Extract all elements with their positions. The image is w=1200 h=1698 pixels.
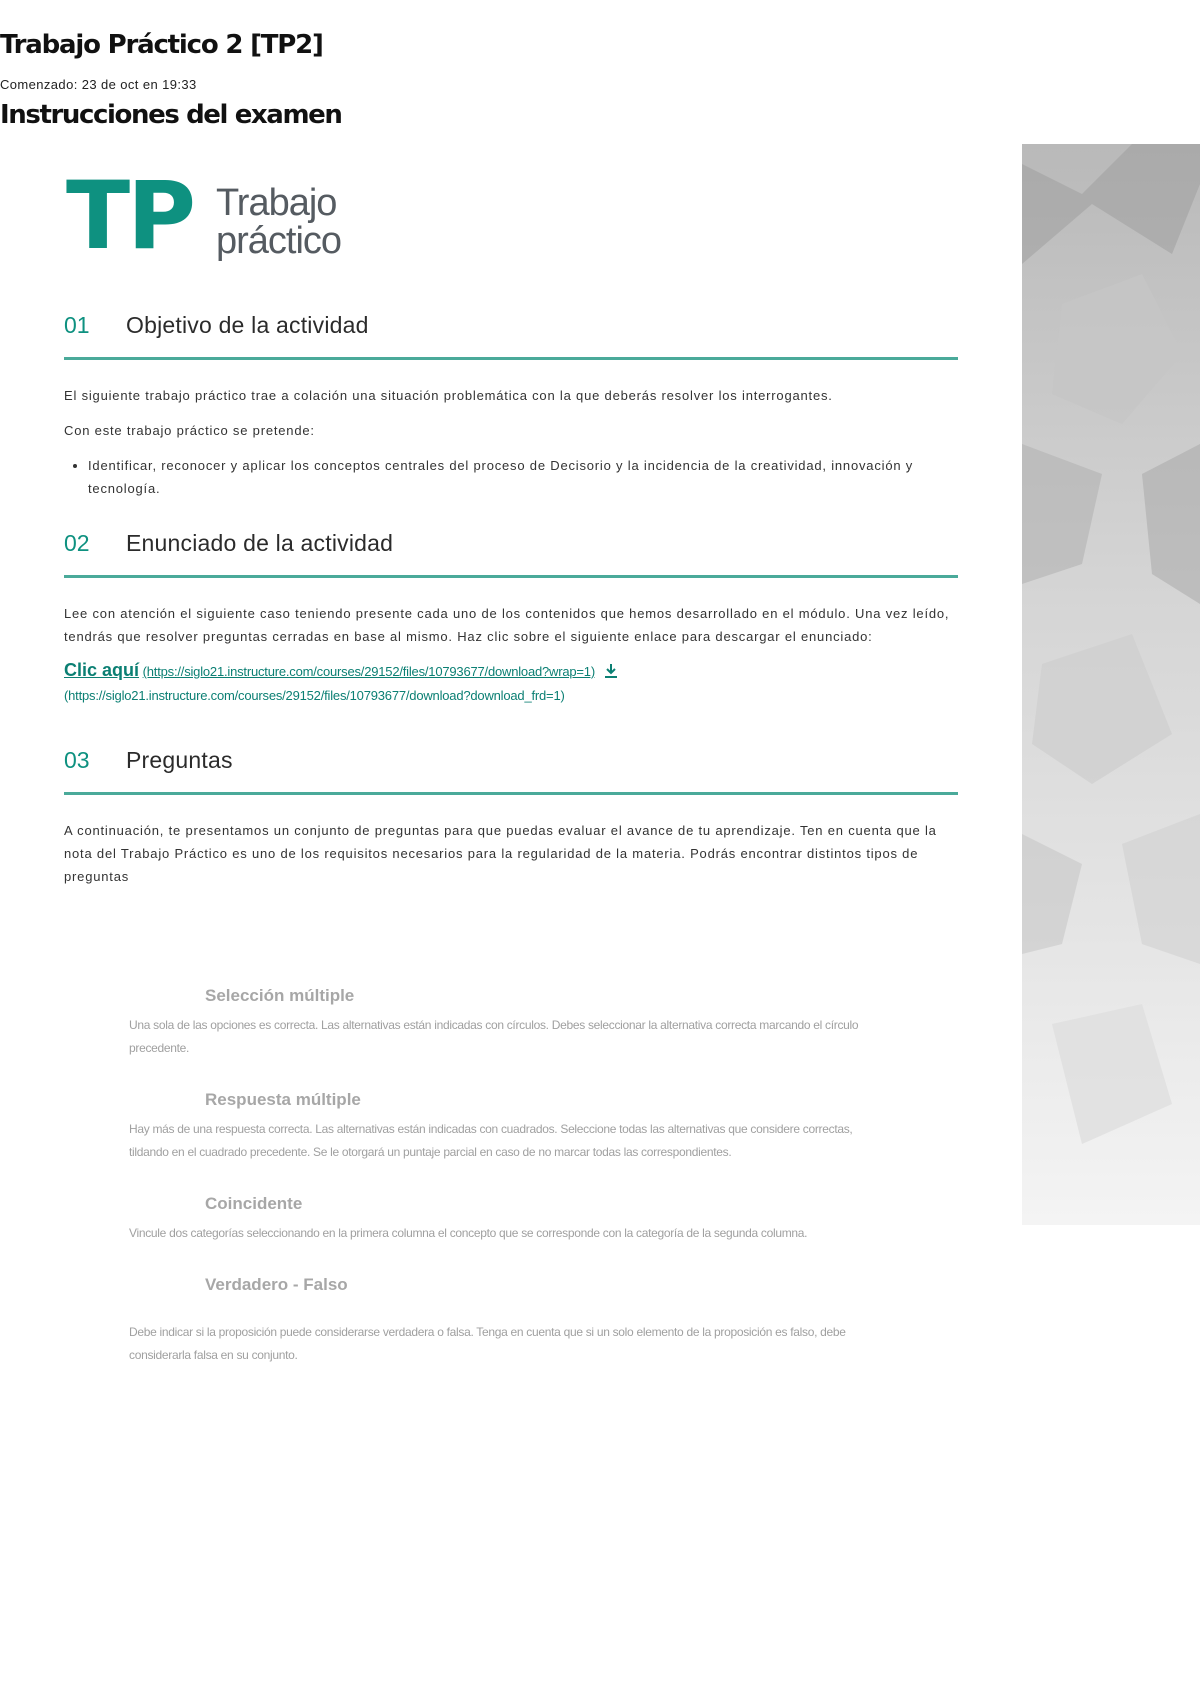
question-type-item [64, 1275, 894, 1367]
section-divider [64, 575, 958, 578]
question-type-title: Respuesta múltiple [205, 1090, 361, 1109]
section-questions [64, 747, 958, 888]
section-number: 02 [64, 530, 90, 556]
logo-letters: TP [66, 162, 194, 271]
list-item: • Identificar, reconocer y aplicar los conceptos centrales del proceso de Decisorio y la incidencia de la creatividad, innovación y tecnología. [88, 454, 958, 500]
question-type-item [64, 986, 894, 1060]
question-type-item [64, 1194, 894, 1245]
question-type-title: Coincidente [205, 1194, 303, 1213]
section-divider [64, 357, 958, 360]
download-link-url[interactable]: (https://siglo21.instructure.com/courses/29152/files/10793677/download?wrap=1) [142, 664, 595, 679]
question-type-title: Selección múltiple [205, 986, 355, 1005]
section-objective [64, 312, 958, 500]
section-number: 03 [64, 747, 90, 773]
tp-logo [64, 160, 958, 280]
question-type-desc: Hay más de una respuesta correcta. Las alternativas están indicadas con cuadrados. Seleccione todas las alternativas que considere correctas, tildando en el cuadrado precedente. Se le otorgará un puntaje parcial en caso de no marcar todas las correspondientes. [129, 1122, 853, 1159]
paragraph: Lee con atención el siguiente caso teniendo presente cada uno de los contenidos que hemos desarrollado en el módulo. Una vez leído, tendrás que resolver preguntas cerradas en base al mismo. Haz clic sobre el siguiente enlace para descargar el enunciado: [64, 606, 950, 644]
page-title: Trabajo Práctico 2 [TP2] [0, 30, 323, 60]
question-types-list [64, 986, 894, 1367]
section-title: Preguntas [126, 747, 233, 773]
download-link-url-direct[interactable]: (https://siglo21.instructure.com/courses/29152/files/10793677/download?download_frd=1) [64, 688, 565, 703]
objective-list [64, 454, 958, 500]
section-title: Enunciado de la actividad [126, 530, 394, 556]
download-icon[interactable] [603, 663, 619, 682]
started-timestamp: Comenzado: 23 de oct en 19:33 [0, 77, 197, 92]
section-title: Objetivo de la actividad [126, 312, 369, 338]
paragraph: Con este trabajo práctico se pretende: [64, 423, 315, 438]
question-type-desc: Una sola de las opciones es correcta. Las alternativas están indicadas con círculos. Debes seleccionar la alternativa correcta marcando el círculo precedente. [129, 1018, 859, 1055]
section-number: 01 [64, 312, 90, 338]
question-type-desc: Debe indicar si la proposición puede considerarse verdadera o falsa. Tenga en cuenta que si un solo elemento de la proposición es falso, debe considerarla falsa en su conjunto. [129, 1325, 846, 1362]
logo-word-line1: Trabajo [216, 182, 337, 224]
logo-word-line2: práctico [216, 220, 342, 262]
paragraph: A continuación, te presentamos un conjunto de preguntas para que puedas evaluar el avance de tu aprendizaje. Ten en cuenta que la nota del Trabajo Práctico es uno de los requisitos necesarios para la regularidad de la materia. Podrás encontrar distintos tipos de preguntas [64, 823, 937, 884]
question-type-item [64, 1090, 894, 1164]
download-link[interactable] [64, 660, 958, 682]
download-link-label[interactable]: Clic aquí [64, 660, 140, 680]
section-divider [64, 792, 958, 795]
section-statement [64, 530, 958, 703]
question-type-desc: Vincule dos categorías seleccionando en la primera columna el concepto que se corresponde con la categoría de la segunda columna. [129, 1226, 808, 1240]
instructions-heading: Instrucciones del examen [0, 100, 342, 130]
paragraph: El siguiente trabajo práctico trae a colación una situación problemática con la que deberás resolver los interrogantes. [64, 388, 833, 403]
decorative-architecture-image [1022, 144, 1200, 1225]
logo-word [216, 184, 341, 260]
exam-instructions-content [64, 160, 958, 900]
question-type-title: Verdadero - Falso [205, 1275, 348, 1294]
